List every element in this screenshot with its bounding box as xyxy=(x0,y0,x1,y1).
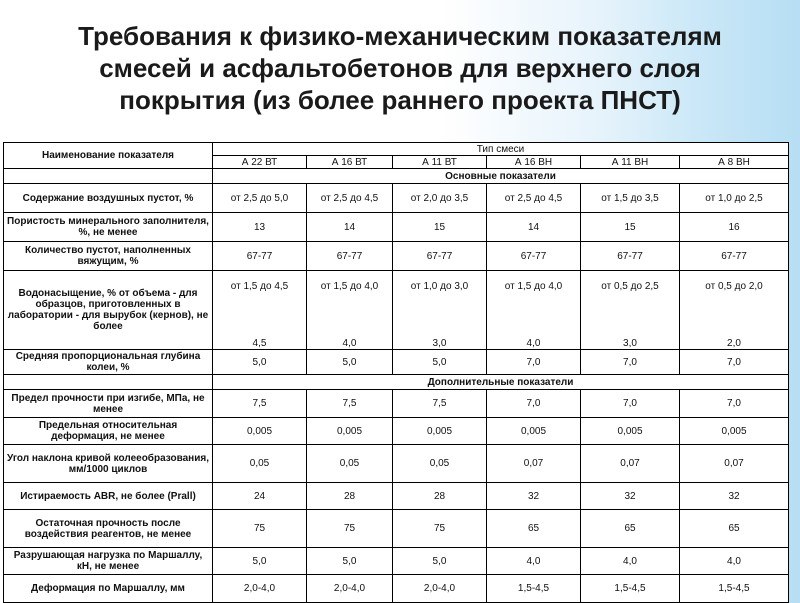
cell-value: 75 xyxy=(307,510,393,548)
section-main-header: Основные показатели xyxy=(213,169,789,184)
cell-value: 0,07 xyxy=(487,445,581,483)
cell-value: 1,5-4,5 xyxy=(680,575,789,603)
slide-title xyxy=(0,20,800,116)
cell-value-lab: от 0,5 до 2,5 xyxy=(601,281,659,292)
table-row xyxy=(4,390,789,418)
table-row xyxy=(4,575,789,603)
cell-value-cores: 3,0 xyxy=(623,338,637,349)
table-row xyxy=(4,213,789,242)
cell-value: 7,0 xyxy=(487,350,581,375)
cell-value: 7,0 xyxy=(487,390,581,418)
cell-value: 32 xyxy=(680,483,789,510)
cell-value-lab: от 1,5 до 4,0 xyxy=(504,281,563,292)
cell-value: 75 xyxy=(393,510,487,548)
cell-value-cores: 4,0 xyxy=(342,338,357,349)
title-line-1: Требования к физико-механическим показателям xyxy=(78,21,722,51)
cell-value: 0,05 xyxy=(307,445,393,483)
name-column-header: Наименование показателя xyxy=(4,143,213,169)
row-name: Содержание воздушных пустот, % xyxy=(4,184,213,213)
section-extra-header: Дополнительные показатели xyxy=(213,375,789,390)
cell-value: 7,5 xyxy=(213,390,307,418)
table-row xyxy=(4,445,789,483)
title-line-3: покрытия (из более раннего проекта ПНСТ) xyxy=(119,85,681,115)
cell-value: от 2,0 до 3,5 xyxy=(393,184,487,213)
cell-value: 32 xyxy=(487,483,581,510)
cell-value-lab: от 0,5 до 2,0 xyxy=(705,281,763,292)
cell-value: 13 xyxy=(213,213,307,242)
cell-value: 0,005 xyxy=(213,418,307,445)
cell-value: 7,0 xyxy=(680,390,789,418)
cell-value: 0,05 xyxy=(213,445,307,483)
row-name: Предел прочности при изгибе, МПа, не менее xyxy=(4,390,213,418)
column-header: А 11 ВТ xyxy=(393,156,487,169)
table-row xyxy=(4,418,789,445)
cell-value: 15 xyxy=(581,213,680,242)
cell-value: 5,0 xyxy=(393,350,487,375)
cell-value: 0,05 xyxy=(393,445,487,483)
column-header: А 11 ВН xyxy=(581,156,680,169)
cell-value: 0,005 xyxy=(487,418,581,445)
cell-value: 65 xyxy=(680,510,789,548)
column-header: А 16 ВТ xyxy=(307,156,393,169)
cell-value: 4,0 xyxy=(487,548,581,575)
cell-value: 67-77 xyxy=(213,242,307,271)
cell-value: 24 xyxy=(213,483,307,510)
cell-value-lab: от 1,5 до 4,0 xyxy=(320,281,379,292)
cell-value: 5,0 xyxy=(393,548,487,575)
cell-value: от 2,5 до 4,5 xyxy=(307,184,393,213)
cell-value: 0,07 xyxy=(680,445,789,483)
column-header: А 8 ВН xyxy=(680,156,789,169)
cell-value: 2,0-4,0 xyxy=(307,575,393,603)
cell-value: 1,5-4,5 xyxy=(487,575,581,603)
cell-value: от 2,5 до 5,0 xyxy=(213,184,307,213)
cell-value: 28 xyxy=(307,483,393,510)
row-name: Деформация по Маршаллу, мм xyxy=(4,575,213,603)
cell-value: 5,0 xyxy=(213,350,307,375)
cell-value: 32 xyxy=(581,483,680,510)
cell-value: 67-77 xyxy=(393,242,487,271)
cell-value: 65 xyxy=(487,510,581,548)
cell-value: 7,0 xyxy=(581,390,680,418)
requirements-table xyxy=(3,142,789,603)
row-name: Количество пустот, наполненных вяжущим, % xyxy=(4,242,213,271)
cell-value: 67-77 xyxy=(307,242,393,271)
cell-value-cores: 3,0 xyxy=(432,338,447,349)
cell-value: 15 xyxy=(393,213,487,242)
cell-value: 0,005 xyxy=(393,418,487,445)
cell-value: 5,0 xyxy=(213,548,307,575)
cell-value: 0,07 xyxy=(581,445,680,483)
cell-value: 0,005 xyxy=(680,418,789,445)
table-row xyxy=(4,350,789,375)
table-row xyxy=(4,483,789,510)
table-row xyxy=(4,184,789,213)
cell-value: 67-77 xyxy=(581,242,680,271)
cell-value: 0,005 xyxy=(307,418,393,445)
cell-value: 0,005 xyxy=(581,418,680,445)
cell-value-cores: 4,5 xyxy=(252,338,267,349)
column-header: А 16 ВН xyxy=(487,156,581,169)
cell-value: 5,0 xyxy=(307,548,393,575)
column-header: А 22 ВТ xyxy=(213,156,307,169)
cell-value: 67-77 xyxy=(487,242,581,271)
table-row xyxy=(4,510,789,548)
table-row xyxy=(4,548,789,575)
table-row-water-saturation xyxy=(4,271,789,350)
row-name: Истираемость ABR, не более (Prall) xyxy=(4,483,213,510)
cell-value: 28 xyxy=(393,483,487,510)
cell-value: 7,0 xyxy=(581,350,680,375)
cell-value: 4,0 xyxy=(581,548,680,575)
row-name: Пористость минерального заполнителя, %, не менее xyxy=(4,213,213,242)
row-name: Предельная относительная деформация, не менее xyxy=(4,418,213,445)
row-name: Разрушающая нагрузка по Маршаллу, кН, не менее xyxy=(4,548,213,575)
mix-type-header: Тип смеси xyxy=(213,143,789,156)
cell-value: 16 xyxy=(680,213,789,242)
cell-value: 7,5 xyxy=(307,390,393,418)
cell-value: 75 xyxy=(213,510,307,548)
cell-value: 14 xyxy=(307,213,393,242)
cell-value: 14 xyxy=(487,213,581,242)
row-name: Средняя пропорциональная глубина колеи, % xyxy=(4,350,213,375)
cell-value: 1,5-4,5 xyxy=(581,575,680,603)
cell-value: от 2,5 до 4,5 xyxy=(487,184,581,213)
cell-value: 5,0 xyxy=(307,350,393,375)
cell-value-cores: 4,0 xyxy=(526,338,541,349)
cell-value: от 1,0 до 2,5 xyxy=(680,184,789,213)
table-row xyxy=(4,242,789,271)
title-line-2: смесей и асфальтобетонов для верхнего слоя xyxy=(99,53,701,83)
cell-value: 7,5 xyxy=(393,390,487,418)
cell-value: 2,0-4,0 xyxy=(393,575,487,603)
cell-value: 2,0-4,0 xyxy=(213,575,307,603)
cell-value: 67-77 xyxy=(680,242,789,271)
row-name: Водонасыщение, % от объема - для образцов, приготовленных в лаборатории - для вырубок (кернов), не более xyxy=(4,271,213,350)
cell-value: 7,0 xyxy=(680,350,789,375)
row-name: Остаточная прочность после воздействия реагентов, не менее xyxy=(4,510,213,548)
cell-value-lab: от 1,5 до 4,5 xyxy=(230,281,289,292)
cell-value: 4,0 xyxy=(680,548,789,575)
cell-value: 65 xyxy=(581,510,680,548)
cell-value: от 1,5 до 3,5 xyxy=(581,184,680,213)
cell-value-lab: от 1,0 до 3,0 xyxy=(410,281,469,292)
cell-value-cores: 2,0 xyxy=(727,338,741,349)
row-name: Угол наклона кривой колееобразования, мм/1000 циклов xyxy=(4,445,213,483)
